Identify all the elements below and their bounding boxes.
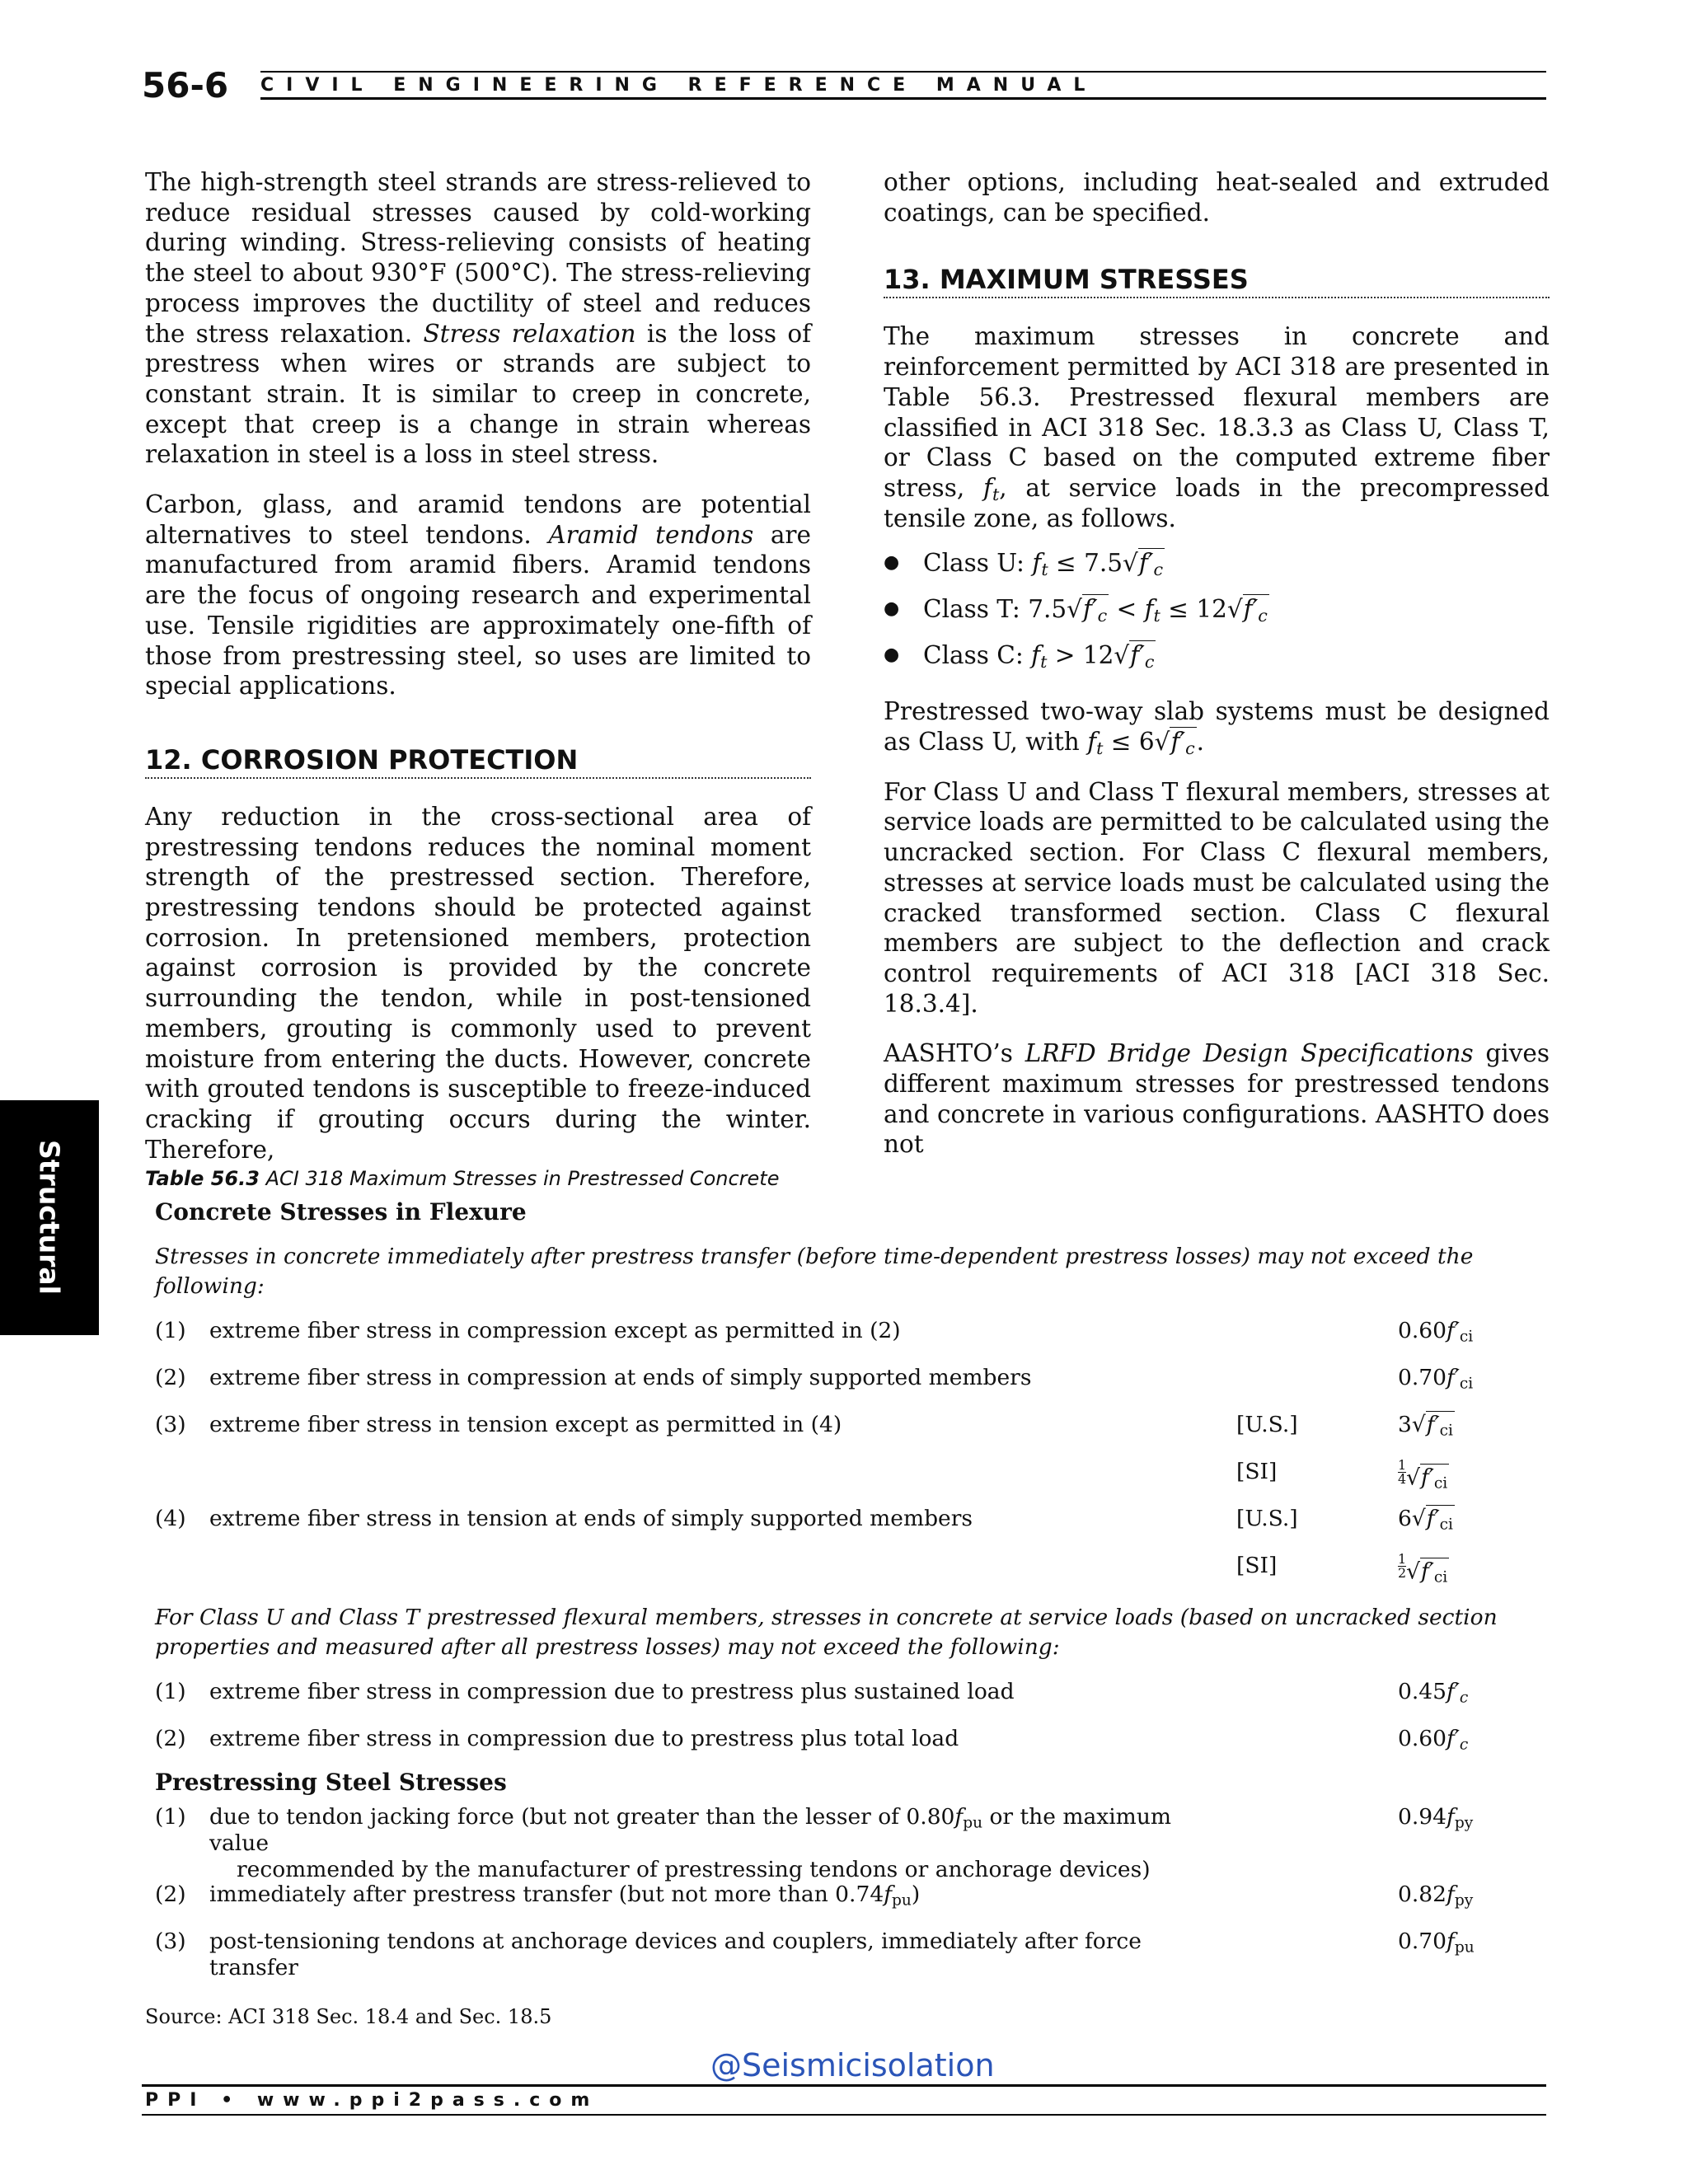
footer-publisher: PPI • www.ppi2pass.com	[145, 2090, 599, 2111]
paragraph-corrosion: Any reduction in the cross-sectional area of prestressing tendons reduces the nominal moment strength of the prestressed section. Therefore, prestressing tendons should be protected against corrosion. In pretensioned members, protection against corrosion is provided by the concrete surrounding the tendon, while in post-tensioned members, grouting is commonly used to prevent moisture from entering the ducts. However, concrete with grouted tendons is susceptible to freeze-induced cracking if grouting occurs during the winter. Therefore,	[145, 802, 811, 1164]
table-row: [SI] $\frac{1}{4}$ $√f'_{ci}$	[1236, 1457, 1448, 1493]
page-number: 56-6	[142, 65, 229, 105]
table-row: (4) extreme fiber stress in tension at ends of simply supported members [U.S.] $6√f'_{ci}$	[155, 1506, 1453, 1534]
list-item-class-u: ● Class U: $f_t \le 7.5√f'_c$	[884, 540, 1550, 586]
table-row: (2) extreme fiber stress in compression at ends of simply supported members $0.70f'_{ci}$	[155, 1365, 1474, 1393]
table-row: (1) extreme fiber stress in compression due to prestress plus sustained load $0.45f'_c$	[155, 1679, 1469, 1707]
table-row: [SI] $\frac{1}{2}$ $√f'_{ci}$	[1236, 1551, 1448, 1587]
class-list	[884, 540, 1550, 678]
table-caption: Table 56.3 ACI 318 Maximum Stresses in Prestressed Concrete	[145, 1167, 780, 1190]
header-rule-bottom	[260, 97, 1546, 100]
list-item-class-t: ● Class T: $7.5√f'_c < f_t \le 12√f'_c$	[884, 586, 1550, 632]
running-title: CIVIL ENGINEERING REFERENCE MANUAL	[260, 75, 1098, 96]
paragraph-stress-relieving: The high-strength steel strands are stress-relieved to reduce residual stresses caused by cold-working during winding. Stress-relieving consists of heating the steel to about 930°F (500°C). The stress-relieving process improves the ductility of steel and reduces the stress relaxation. Stress relaxation is the loss of prestress when wires or strands are subject to constant strain. It is similar to creep in concrete, except that creep is a change in strain whereas relaxation in steel is a loss in steel stress.	[145, 168, 812, 469]
paragraph-class-definitions: The maximum stresses in concrete and reinforcement permitted by ACI 318 are presented in Table 56.3. Prestressed flexural members are classified in ACI 318 Sec. 18.3.3 as Class U, Class T, or Class C based on the computed extreme fiber stress, $f_t$, at service loads in the precompressed tensile zone, as follows.	[884, 322, 1550, 532]
section-heading-maximum-stresses: 13. MAXIMUM STRESSES	[884, 264, 1550, 298]
table-note-transfer: Stresses in concrete immediately after prestress transfer (before time-dependent prestress losses) may not exceed the following:	[155, 1244, 1474, 1299]
paragraph-section-analysis: For Class U and Class T flexural members, stresses at service loads are permitted to be calculated using the uncracked section. For Class C flexural members, stresses at service loads must be calculated using the cracked transformed section. Class C flexural members are subject to the deflection and crack control requirements of ACI 318 [ACI 318 Sec. 18.3.4].	[884, 777, 1550, 1018]
right-column	[884, 167, 1550, 1160]
table-source: Source: ACI 318 Sec. 18.4 and Sec. 18.5	[145, 2005, 552, 2028]
paragraph-aashto: AASHTO’s LRFD Bridge Design Specifications gives different maximum stresses for prestressed tendons and concrete in various configurations. AASHTO does not	[884, 1039, 1550, 1159]
table-row: (1) due to tendon jacking force (but not greater than the lesser of $0.80f_{pu}$ or the maximum value recommended by the manufacturer of prestressing tendons or anchorage devices) $0.94f_{py}$	[155, 1804, 1474, 1882]
table-row: (3) post-tensioning tendons at anchorage devices and couplers, immediately after force transfer $0.70f_{pu}$	[155, 1929, 1475, 1980]
paragraph-aramid-tendons: Carbon, glass, and aramid tendons are potential alternatives to steel tendons. Aramid tendons are manufactured from aramid fibers. Aramid tendons are the focus of ongoing research and experimental use. Tensile rigidities are approximately one-fifth of those from prestressing steel, so uses are limited to special applications.	[145, 490, 811, 701]
header-rule-top	[260, 71, 1546, 73]
footer-rule-top	[142, 2084, 1546, 2087]
table-row: (2) extreme fiber stress in compression due to prestress plus total load $0.60f'_c$	[155, 1726, 1469, 1754]
chapter-side-tab: Structural	[0, 1100, 99, 1335]
paragraph-coating-options: other options, including heat-sealed and extruded coatings, can be specified.	[884, 168, 1550, 227]
section-heading-corrosion-protection: 12. CORROSION PROTECTION	[145, 744, 811, 779]
term-stress-relaxation: Stress relaxation	[423, 319, 636, 348]
table-row: (2) immediately after prestress transfer (but not more than $0.74f_{pu}$) $0.82f_{py}$	[155, 1882, 1474, 1910]
left-column	[145, 167, 811, 1165]
table-subheading-concrete: Concrete Stresses in Flexure	[155, 1198, 527, 1226]
aashto-title: LRFD Bridge Design Specifications	[1025, 1039, 1474, 1068]
watermark: @Seismicisolation	[710, 2047, 995, 2083]
list-item-class-c: ● Class C: $f_t > 12√f'_c$	[884, 632, 1550, 678]
term-aramid-tendons: Aramid tendons	[548, 520, 754, 549]
table-note-service-loads: For Class U and Class T prestressed flexural members, stresses in concrete at service loads (based on uncracked section properties and measured after all prestress losses) may not exceed the following:	[155, 1605, 1498, 1660]
footer-rule-bottom	[142, 2114, 1546, 2116]
table-row: (1) extreme fiber stress in compression except as permitted in (2) $0.60f'_{ci}$	[155, 1318, 1474, 1346]
paragraph-two-way-slab: Prestressed two-way slab systems must be designed as Class U, with $f_t \le 6√f'_c$.	[884, 697, 1550, 759]
stress-table	[155, 1198, 1556, 1980]
table-subheading-steel: Prestressing Steel Stresses	[155, 1769, 507, 1796]
table-row: (3) extreme fiber stress in tension except as permitted in (4) [U.S.] $3√f'_{ci}$	[155, 1412, 1453, 1440]
